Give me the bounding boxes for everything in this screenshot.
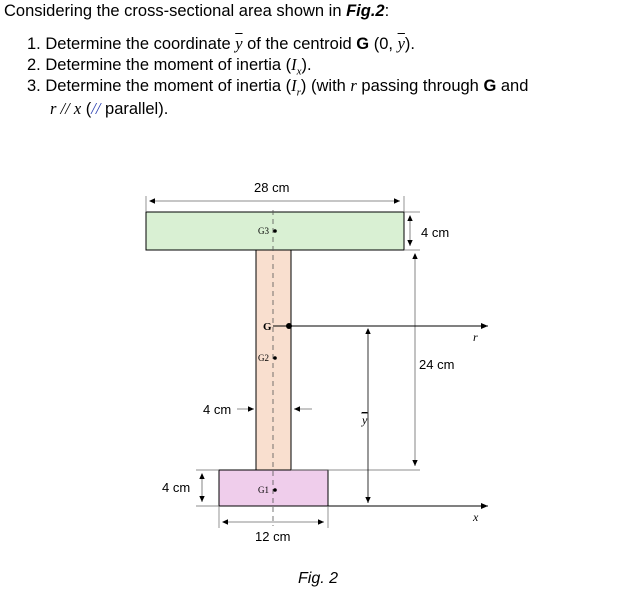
inertia-symbol: I bbox=[291, 55, 297, 74]
centroid-g2-label: G2 bbox=[258, 353, 269, 363]
g-symbol: G bbox=[356, 35, 370, 53]
question-text: and bbox=[496, 77, 529, 95]
r-parallel-x: r // x bbox=[50, 99, 82, 118]
bottom-flange bbox=[219, 470, 328, 506]
inertia-symbol: I bbox=[291, 76, 297, 95]
question-text: Determine the moment of inertia ( bbox=[45, 77, 292, 95]
question-number: 2. bbox=[27, 56, 41, 74]
dim-label-top-height: 4 cm bbox=[421, 225, 450, 240]
intro-lead: Considering the cross-sectional area shown in bbox=[4, 2, 347, 20]
ybar-symbol: $\overline{y}$ bbox=[397, 34, 405, 53]
question-text: Determine the coordinate bbox=[45, 35, 236, 53]
centroid-g1-dot bbox=[273, 488, 277, 492]
parallel-symbol: // bbox=[91, 99, 101, 118]
axis-x-label: x bbox=[473, 510, 479, 524]
centroid-g2-dot bbox=[273, 356, 277, 360]
question-text: ). bbox=[301, 56, 312, 74]
question-text: ). bbox=[404, 35, 415, 53]
centroid-g1-label: G1 bbox=[258, 485, 269, 495]
question-text: parallel). bbox=[100, 100, 169, 118]
dim-label-top-width: 28 cm bbox=[254, 180, 290, 195]
inertia-subscript: r bbox=[296, 86, 301, 99]
centroid-label: G bbox=[263, 321, 272, 333]
intro-colon: : bbox=[384, 2, 390, 20]
g-symbol: G bbox=[483, 77, 497, 95]
question-text: of the centroid bbox=[242, 35, 357, 53]
axis-r-label: r bbox=[473, 330, 478, 344]
centroid-g3-dot bbox=[273, 229, 277, 233]
question-number: 1. bbox=[27, 35, 41, 53]
figure-caption: Fig. 2 bbox=[298, 570, 339, 587]
dim-label-web-width: 4 cm bbox=[203, 402, 232, 417]
centroid-g3-label: G3 bbox=[258, 226, 269, 236]
question-number: 3. bbox=[27, 77, 41, 95]
dim-label-bottom-height: 4 cm bbox=[162, 480, 191, 495]
question-text: (0, bbox=[369, 35, 398, 53]
dim-label-web-height: 24 cm bbox=[419, 357, 455, 372]
question-text: Determine the moment of inertia ( bbox=[45, 56, 292, 74]
ybar-label: y bbox=[362, 413, 368, 427]
dim-label-bottom-width: 12 cm bbox=[255, 529, 291, 544]
inertia-subscript: x bbox=[296, 65, 302, 78]
r-symbol: r bbox=[350, 76, 357, 95]
question-text: ( bbox=[81, 100, 92, 118]
question-text: passing through bbox=[356, 77, 484, 95]
centroid-dot bbox=[286, 323, 292, 329]
question-text: ) (with bbox=[300, 77, 351, 95]
ybar-symbol: $\overline{y}$ bbox=[235, 34, 243, 53]
intro-fig-ref: Fig.2 bbox=[346, 2, 385, 20]
